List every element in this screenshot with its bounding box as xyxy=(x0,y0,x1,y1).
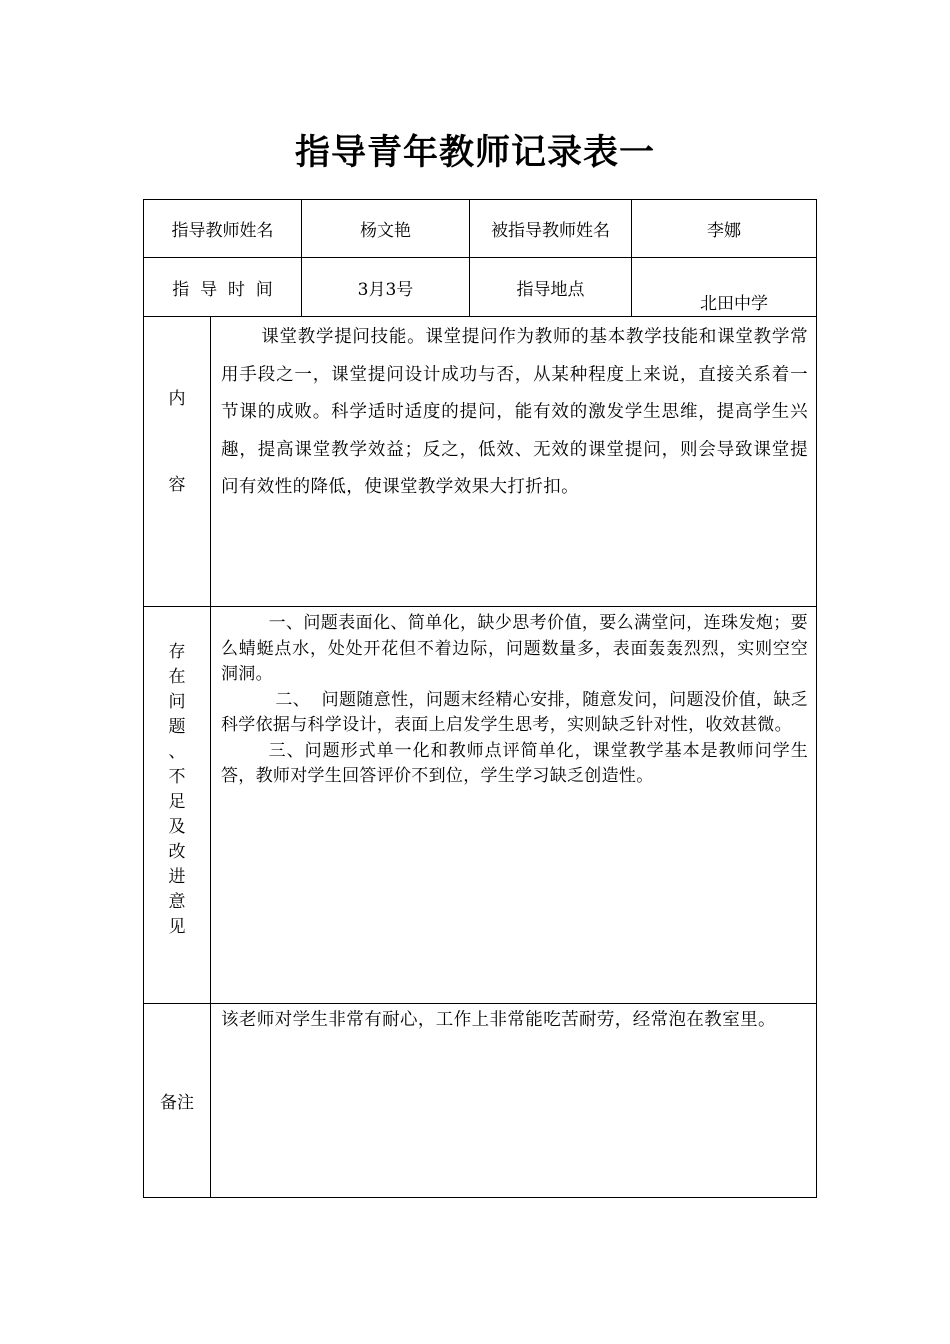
location-value: 北田中学 xyxy=(700,293,768,314)
remarks-text: 该老师对学生非常有耐心，工作上非常能吃苦耐劳，经常泡在教室里。 xyxy=(221,1010,776,1030)
problem-item: 二、 问题随意性，问题末经精心安排，随意发问，问题没价值，缺乏科学依据与科学设计，表面上启发学生思考，实则缺乏针对性，收效甚微。 xyxy=(221,689,808,735)
problems-cell xyxy=(211,607,817,1004)
problems-label-char: 进 xyxy=(168,867,186,887)
table-row-time-location xyxy=(144,258,817,317)
problems-label-cell xyxy=(144,607,211,1004)
problems-label-char: 在 xyxy=(168,667,186,687)
problems-label-char: 足 xyxy=(168,792,186,812)
problems-label-char: 意 xyxy=(168,892,186,912)
table-row-content xyxy=(144,317,817,607)
record-table xyxy=(143,199,817,1198)
content-label-bottom: 容 xyxy=(168,474,186,495)
mentee-label: 被指导教师姓名 xyxy=(470,200,632,258)
problems-label-char: 、 xyxy=(168,742,186,762)
problems-label-char: 见 xyxy=(168,917,186,937)
problem-item: 三、问题形式单一化和教师点评简单化，课堂教学基本是教师问学生答，教师对学生回答评价不到位，学生学习缺乏创造性。 xyxy=(221,740,808,786)
problems-label-char: 题 xyxy=(168,717,186,737)
table-row-names xyxy=(144,200,817,258)
time-value: 3月3号 xyxy=(302,258,470,317)
problems-label xyxy=(144,640,210,940)
table-row-problems xyxy=(144,607,817,1004)
problems-label-char: 存 xyxy=(168,642,186,662)
remarks-label: 备注 xyxy=(144,1004,211,1198)
problem-item: 一、问题表面化、简单化，缺少思考价值，要么满堂问，连珠发炮；要么蜻蜓点水，处处开花但不着边际，问题数量多，表面轰轰烈烈，实则空空洞洞。 xyxy=(221,613,808,684)
content-text: 课堂教学提问技能。课堂提问作为教师的基本教学技能和课堂教学常用手段之一，课堂提问设计成功与否，从某种程度上来说，直接关系着一节课的成败。科学适时适度的提问，能有效的激发学生思维，提高学生兴趣，提高课堂教学效益；反之，低效、无效的课堂提问，则会导致课堂提问有效性的降低，使课堂教学效果大打折扣。 xyxy=(221,327,808,497)
remarks-cell xyxy=(211,1004,817,1198)
problems-label-char: 不 xyxy=(168,767,186,787)
table-row-remarks xyxy=(144,1004,817,1198)
time-label: 指 导 时 间 xyxy=(144,258,302,317)
content-label-top: 内 xyxy=(168,388,186,409)
problems-label-char: 改 xyxy=(168,842,186,862)
mentee-name: 李娜 xyxy=(632,200,817,258)
location-label: 指导地点 xyxy=(470,258,632,317)
problems-label-char: 及 xyxy=(168,817,186,837)
problems-label-char: 问 xyxy=(168,692,186,712)
location-cell xyxy=(632,258,817,317)
content-label-cell xyxy=(144,317,211,607)
document-title: 指导青年教师记录表一 xyxy=(294,133,655,173)
mentor-name: 杨文艳 xyxy=(302,200,470,258)
content-cell xyxy=(211,317,817,607)
mentor-label: 指导教师姓名 xyxy=(144,200,302,258)
